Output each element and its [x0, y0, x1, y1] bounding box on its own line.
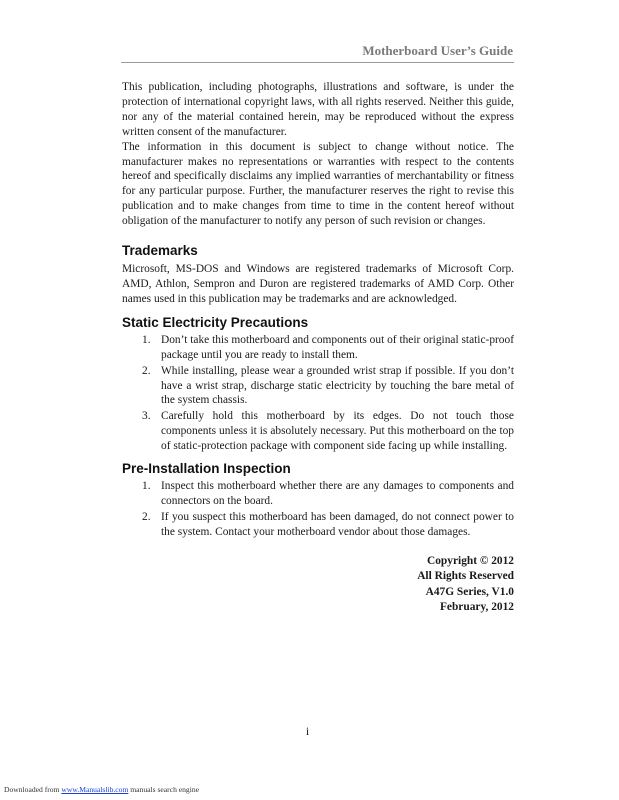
footer-suffix: manuals search engine — [128, 785, 200, 794]
list-item — [122, 333, 514, 363]
document-body — [122, 80, 514, 616]
list-item-number: 1. — [142, 480, 151, 493]
page-header-title: Motherboard User’s Guide — [362, 43, 513, 58]
trademarks-heading: Trademarks — [122, 243, 198, 259]
list-item-number: 2. — [142, 510, 151, 523]
copyright-line: Copyright © 2012 — [427, 554, 514, 567]
pre-installation-heading: Pre-Installation Inspection — [122, 461, 291, 477]
list-item-text: Carefully hold this motherboard by its edges. Do not touch those components unless it is absolutely necessary. Put this motherboard on the top of static-protection package with component side facing up while installing. — [161, 410, 514, 453]
rights-line: All Rights Reserved — [417, 570, 514, 583]
copyright-block — [122, 554, 514, 616]
list-item-text: Don’t take this motherboard and components out of their original static-proof package until you are ready to install them. — [161, 333, 514, 361]
static-precautions-heading: Static Electricity Precautions — [122, 314, 309, 330]
trademarks-paragraph: Microsoft, MS-DOS and Windows are registered trademarks of Microsoft Corp. AMD, Athlon, Sempron and Duron are registered trademarks of AMD Corp. Other names used in this publication may be trademarks and are acknowledged. — [122, 263, 514, 305]
static-precautions-list — [122, 333, 514, 454]
list-item-number: 3. — [142, 410, 151, 423]
pre-installation-list — [122, 479, 514, 540]
footer-prefix: Downloaded from — [4, 785, 62, 794]
date-line: February, 2012 — [439, 601, 514, 614]
page-number: i — [305, 724, 310, 738]
header-divider — [121, 62, 514, 63]
list-item-text: While installing, please wear a grounded wrist strap if possible. If you don’t have a wrist strap, discharge static electricity by touching the bare metal of the system chassis. — [161, 364, 514, 407]
list-item — [122, 479, 514, 509]
list-item — [122, 364, 514, 409]
manualslib-link[interactable]: www.Manualslib.com — [61, 785, 129, 794]
list-item — [122, 510, 514, 540]
intro-paragraph-copyright: This publication, including photographs, illustrations and software, is under the protection of international copyright laws, with all rights reserved. Neither this guide, nor any of the material contained herein, may be reproduced without the express written consent of the manufacturer. — [122, 81, 514, 138]
download-footer — [4, 785, 199, 794]
list-item-number: 2. — [142, 364, 151, 377]
intro-paragraph-disclaimer: The information in this document is subject to change without notice. The manufacturer makes no representations or warranties with respect to the contents hereof and specifically disclaims any implied warranties of merchantability or fitness for any particular purpose. Further, the manufacturer reserves the right to revise this publication and to make changes from time to time in the content hereof without obligation of the manufacturer to notify any person of such revision or changes. — [122, 140, 514, 228]
list-item — [122, 409, 514, 454]
list-item-text: If you suspect this motherboard has been damaged, do not connect power to the system. Contact your motherboard vendor about those damages. — [161, 510, 514, 538]
list-item-number: 1. — [142, 333, 151, 346]
series-version-line: A47G Series, V1.0 — [425, 585, 514, 598]
list-item-text: Inspect this motherboard whether there are any damages to components and connectors on the board. — [161, 480, 514, 507]
